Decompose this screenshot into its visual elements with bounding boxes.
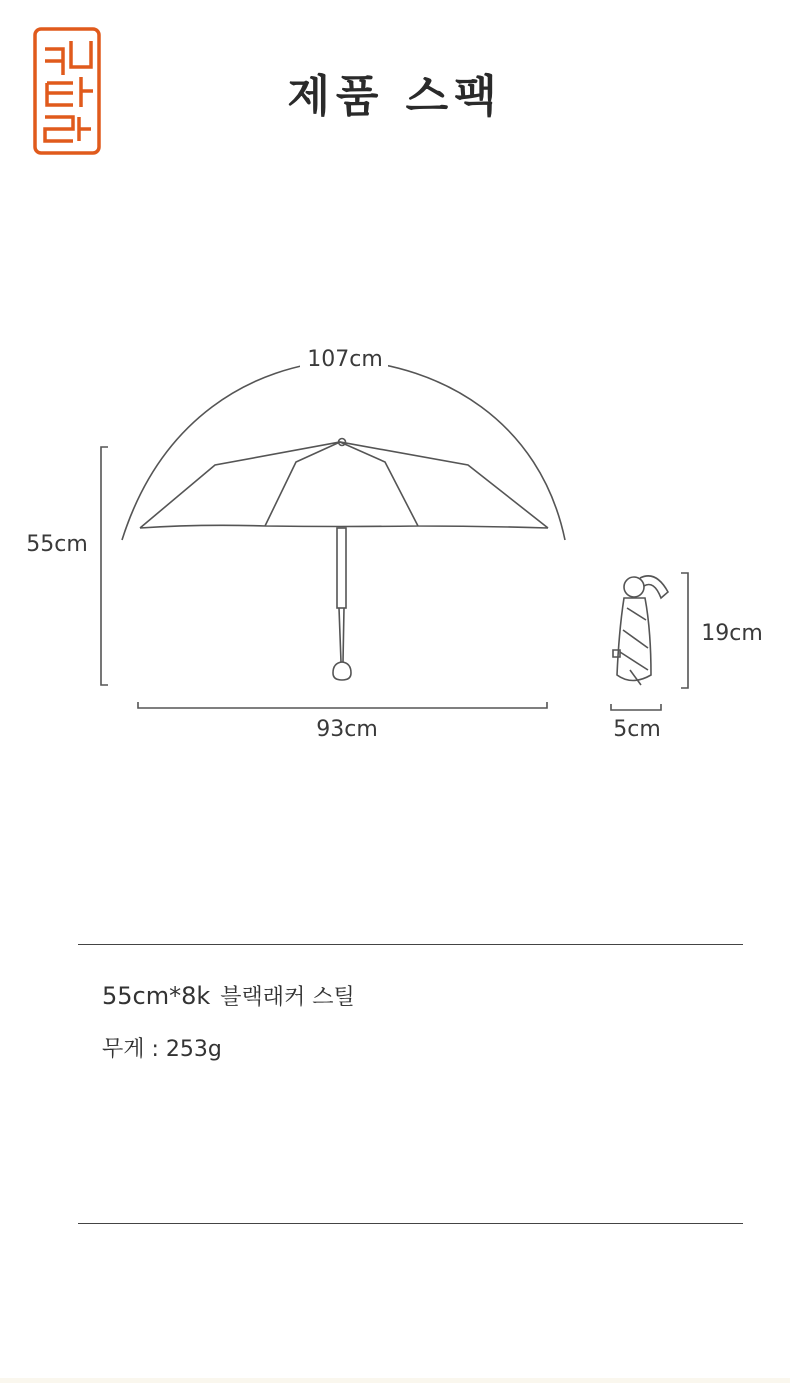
folded-height-label: 19cm (701, 621, 763, 646)
page-title: 제품 스팩 (287, 71, 503, 122)
bottom-strip (0, 1378, 790, 1383)
spec-weight-label: 무게 : (102, 1037, 159, 1062)
umbrella-dimension-diagram (0, 330, 790, 760)
height-bracket (101, 447, 108, 685)
spec-size-line (102, 980, 355, 1011)
arc-length-label: 107cm (307, 347, 383, 372)
open-width-label: 93cm (316, 717, 378, 742)
spec-size: 55cm*8k (102, 982, 211, 1010)
spec-bottom-divider (78, 1223, 743, 1224)
arc-measure-line (122, 360, 565, 540)
umbrella-canopy (140, 442, 548, 528)
folded-height-bracket (681, 573, 688, 688)
umbrella-handle (333, 662, 351, 680)
spec-top-divider (78, 944, 743, 945)
folded-umbrella (613, 576, 668, 685)
folded-width-label: 5cm (613, 717, 661, 742)
width-bracket (138, 702, 547, 708)
spec-weight-line (102, 1032, 222, 1063)
spec-weight-value: 253g (165, 1037, 222, 1062)
spec-material: 블랙래커 스틸 (220, 985, 355, 1010)
open-height-label: 55cm (26, 532, 88, 557)
folded-width-bracket (611, 704, 661, 710)
umbrella-shaft (337, 528, 346, 608)
